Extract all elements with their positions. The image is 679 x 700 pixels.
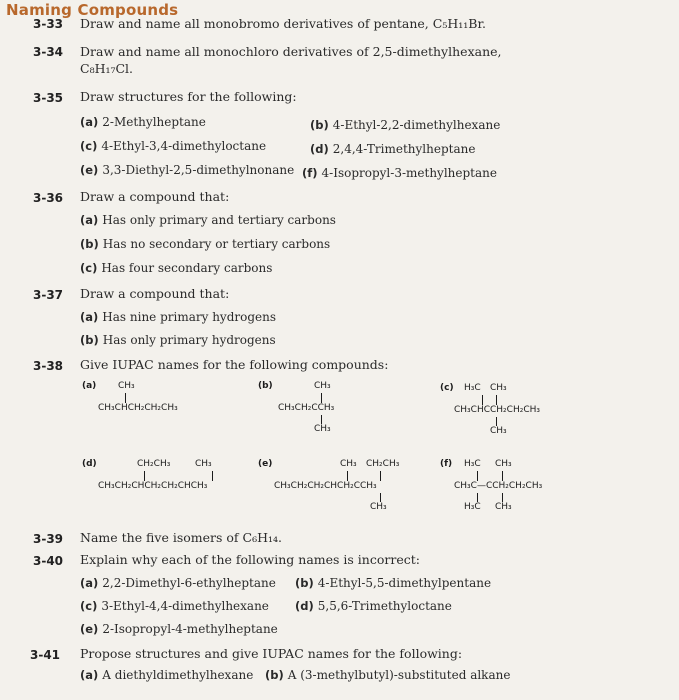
problem-item <box>80 163 294 177</box>
item-label: (d) <box>295 599 314 613</box>
bond-line <box>502 471 503 481</box>
structure-label: (a) <box>82 381 97 391</box>
item-text: A (3-methylbutyl)-substituted alkane <box>287 668 511 682</box>
problem-text: Draw structures for the following: <box>80 89 297 104</box>
structure-a <box>82 381 232 431</box>
main-chain: CH₃CH₂CCH₃ <box>278 403 335 413</box>
problem-item <box>80 622 278 636</box>
bond-line <box>496 395 497 405</box>
item-label: (d) <box>310 142 329 156</box>
problem-item <box>80 115 206 129</box>
item-text: 2,4,4-Trimethylheptane <box>332 142 476 156</box>
problem-text: Propose structures and give IUPAC names for the following: <box>80 646 463 661</box>
bond-line <box>144 471 145 481</box>
bond-line <box>380 471 381 481</box>
problem-text: Name the five isomers of C₆H₁₄. <box>80 530 282 545</box>
item-text: Has only primary hydrogens <box>102 333 276 347</box>
problem-number: 3-41 <box>30 648 61 662</box>
substituent-top-2: CH₃ <box>195 459 212 469</box>
structure-label: (f) <box>440 459 453 469</box>
structure-label: (b) <box>258 381 273 391</box>
problem-number: 3-35 <box>33 91 64 105</box>
item-label: (a) <box>80 115 99 129</box>
problem-item <box>80 668 253 682</box>
item-label: (c) <box>80 599 98 613</box>
item-text: 3-Ethyl-4,4-dimethylhexane <box>101 599 269 613</box>
main-chain: CH₃CH₂CHCH₂CH₂CHCH₃ <box>98 481 208 491</box>
item-text: 5,5,6-Trimethyloctane <box>317 599 452 613</box>
problem-item <box>80 310 276 324</box>
item-label: (b) <box>80 333 99 347</box>
structure-e <box>258 459 433 519</box>
structure-label: (e) <box>258 459 273 469</box>
substituent-bottom-1: H₃C <box>464 502 481 512</box>
substituent-top: CH₃ <box>118 381 135 391</box>
item-label: (c) <box>80 139 98 153</box>
problem-text-continued: C₈H₁₇Cl. <box>80 61 134 76</box>
item-text: Has four secondary carbons <box>101 261 273 275</box>
problem-text: Explain why each of the following names is incorrect: <box>80 552 420 567</box>
bond-line <box>477 493 478 502</box>
problem-number: 3-34 <box>33 45 64 59</box>
item-label: (c) <box>80 261 98 275</box>
bond-line <box>482 395 483 405</box>
item-text: Has no secondary or tertiary carbons <box>102 237 331 251</box>
bond-line <box>502 493 503 502</box>
item-text: Has nine primary hydrogens <box>102 310 277 324</box>
main-chain: CH₃CHCCH₂CH₂CH₃ <box>454 405 540 415</box>
structure-f <box>440 459 590 519</box>
problem-item <box>80 139 266 153</box>
problem-number: 3-33 <box>33 17 64 31</box>
problem-text: Draw a compound that: <box>80 286 230 301</box>
problem-item <box>80 576 276 590</box>
main-chain: CH₃C—CCH₂CH₂CH₃ <box>454 481 543 491</box>
structure-label: (d) <box>82 459 97 469</box>
item-text: 2-Isopropyl-4-methylheptane <box>102 622 278 636</box>
structure-c <box>440 383 590 443</box>
item-text: 4-Ethyl-2,2-dimethylhexane <box>332 118 501 132</box>
section-heading: Naming Compounds <box>6 1 179 19</box>
problem-item <box>80 237 330 251</box>
substituent-top-1: CH₃ <box>340 459 357 469</box>
item-label: (a) <box>80 668 99 682</box>
problem-item <box>295 599 452 613</box>
bond-line <box>477 471 478 481</box>
item-label: (a) <box>80 213 99 227</box>
substituent-top-1: CH₂CH₃ <box>137 459 171 469</box>
substituent-top: CH₃ <box>314 381 331 391</box>
bond-line <box>496 417 497 426</box>
problem-number: 3-40 <box>33 554 64 568</box>
problem-item <box>295 576 491 590</box>
item-text: 2-Methylheptane <box>102 115 206 129</box>
problem-number: 3-37 <box>33 288 64 302</box>
problem-number: 3-39 <box>33 532 64 546</box>
item-text: 4-Ethyl-5,5-dimethylpentane <box>317 576 492 590</box>
substituent-bottom: CH₃ <box>314 424 331 434</box>
main-chain: CH₃CH₂CH₂CHCH₂CCH₃ <box>274 481 377 491</box>
problem-number: 3-36 <box>33 191 64 205</box>
item-text: A diethyldimethylhexane <box>102 668 254 682</box>
problem-text: Draw and name all monobromo derivatives of pentane, C₅H₁₁Br. <box>80 16 487 31</box>
item-label: (e) <box>80 622 99 636</box>
structure-d <box>82 459 252 499</box>
item-label: (a) <box>80 576 99 590</box>
problem-item <box>80 213 336 227</box>
structure-b <box>258 381 398 441</box>
item-label: (b) <box>295 576 314 590</box>
problem-text: Give IUPAC names for the following compounds: <box>80 357 389 372</box>
bond-line <box>321 393 322 403</box>
problem-number: 3-38 <box>33 359 64 373</box>
item-label: (e) <box>80 163 99 177</box>
substituent-bottom: CH₃ <box>370 502 387 512</box>
item-text: 3,3-Diethyl-2,5-dimethylnonane <box>102 163 295 177</box>
problem-item <box>310 142 475 156</box>
bond-line <box>347 471 348 481</box>
bond-line <box>380 493 381 502</box>
bond-line <box>125 393 126 403</box>
problem-item <box>310 118 500 132</box>
substituent-top-2: CH₃ <box>490 383 507 393</box>
problem-item <box>80 599 269 613</box>
item-label: (b) <box>265 668 284 682</box>
problem-text: Draw and name all monochloro derivatives of 2,5-dimethylhexane, <box>80 44 502 59</box>
item-text: 2,2-Dimethyl-6-ethylheptane <box>102 576 276 590</box>
item-label: (b) <box>80 237 99 251</box>
problem-item <box>80 261 272 275</box>
main-chain: CH₃CHCH₂CH₂CH₃ <box>98 403 178 413</box>
item-label: (f) <box>302 166 318 180</box>
substituent-bottom: CH₃ <box>490 426 507 436</box>
substituent-top-2: CH₂CH₃ <box>366 459 400 469</box>
item-text: 4-Ethyl-3,4-dimethyloctane <box>101 139 267 153</box>
item-text: Has only primary and tertiary carbons <box>102 213 336 227</box>
structure-label: (c) <box>440 383 454 393</box>
substituent-top-1: H₃C <box>464 459 481 469</box>
item-label: (b) <box>310 118 329 132</box>
problem-item <box>80 333 276 347</box>
substituent-top-1: H₃C <box>464 383 481 393</box>
problem-item <box>265 668 510 682</box>
substituent-bottom-2: CH₃ <box>495 502 512 512</box>
item-text: 4-Isopropyl-3-methylheptane <box>321 166 497 180</box>
item-label: (a) <box>80 310 99 324</box>
problem-item <box>302 166 497 180</box>
bond-line <box>212 471 213 481</box>
substituent-top-2: CH₃ <box>495 459 512 469</box>
problem-text: Draw a compound that: <box>80 189 230 204</box>
bond-line <box>321 415 322 424</box>
